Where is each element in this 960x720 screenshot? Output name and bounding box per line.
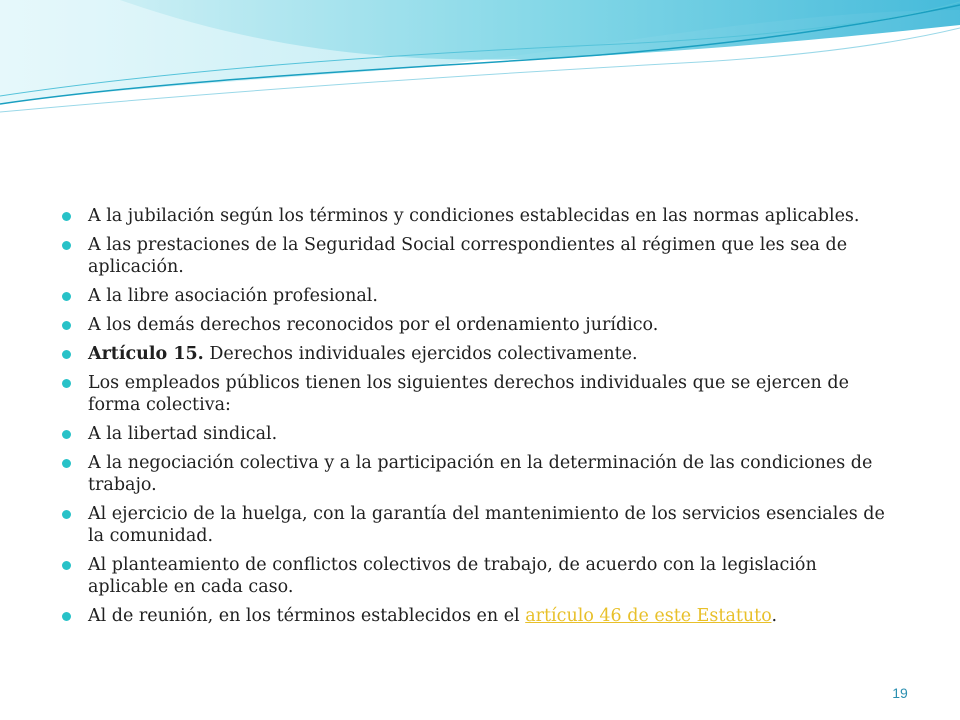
bullet-text: A las prestaciones de la Seguridad Social correspondientes al régimen que les sea de aplicación.: [88, 235, 848, 277]
list-item: [60, 554, 900, 598]
bullet-text-prefix: Al de reunión, en los términos establecidos en el: [88, 606, 526, 626]
article-46-link[interactable]: artículo 46 de este Estatuto: [525, 606, 772, 626]
bullet-text: A los demás derechos reconocidos por el ordenamiento jurídico.: [88, 315, 659, 335]
list-item: [60, 285, 900, 307]
bullet-icon: [62, 459, 71, 468]
bullet-text: Los empleados públicos tienen los siguientes derechos individuales que se ejercen de forma colectiva:: [88, 373, 849, 415]
bullet-list: [60, 205, 900, 627]
bullet-text: A la libre asociación profesional.: [88, 286, 378, 306]
header-wave-decoration: [0, 0, 960, 130]
bullet-text: A la jubilación según los términos y condiciones establecidas en las normas aplicables.: [88, 206, 860, 226]
list-item: [60, 605, 900, 627]
bullet-icon: [62, 430, 71, 439]
page-number: 19: [892, 685, 908, 701]
list-item: [60, 452, 900, 496]
bullet-text: A la libertad sindical.: [88, 424, 278, 444]
bullet-icon: [62, 510, 71, 519]
bullet-text: A la negociación colectiva y a la participación en la determinación de las condiciones de trabajo.: [88, 453, 873, 495]
list-item: [60, 314, 900, 336]
list-item: [60, 503, 900, 547]
slide-content: [60, 205, 900, 634]
article-heading: [60, 343, 900, 365]
bullet-icon: [62, 212, 71, 221]
bullet-icon: [62, 241, 71, 250]
bullet-icon: [62, 350, 71, 359]
bullet-text-suffix: .: [771, 606, 778, 626]
list-item: [60, 205, 900, 227]
article-label: Artículo 15.: [88, 344, 204, 364]
bullet-icon: [62, 561, 71, 570]
bullet-icon: [62, 612, 71, 621]
list-item: [60, 372, 900, 416]
list-item: [60, 423, 900, 445]
bullet-icon: [62, 321, 71, 330]
bullet-text: Al ejercicio de la huelga, con la garantía del mantenimiento de los servicios esenciales de la comunidad.: [88, 504, 885, 546]
article-title: Derechos individuales ejercidos colectivamente.: [203, 344, 638, 364]
bullet-icon: [62, 379, 71, 388]
bullet-text: Al planteamiento de conflictos colectivos de trabajo, de acuerdo con la legislación aplicable en cada caso.: [88, 555, 817, 597]
bullet-icon: [62, 292, 71, 301]
list-item: [60, 234, 900, 278]
